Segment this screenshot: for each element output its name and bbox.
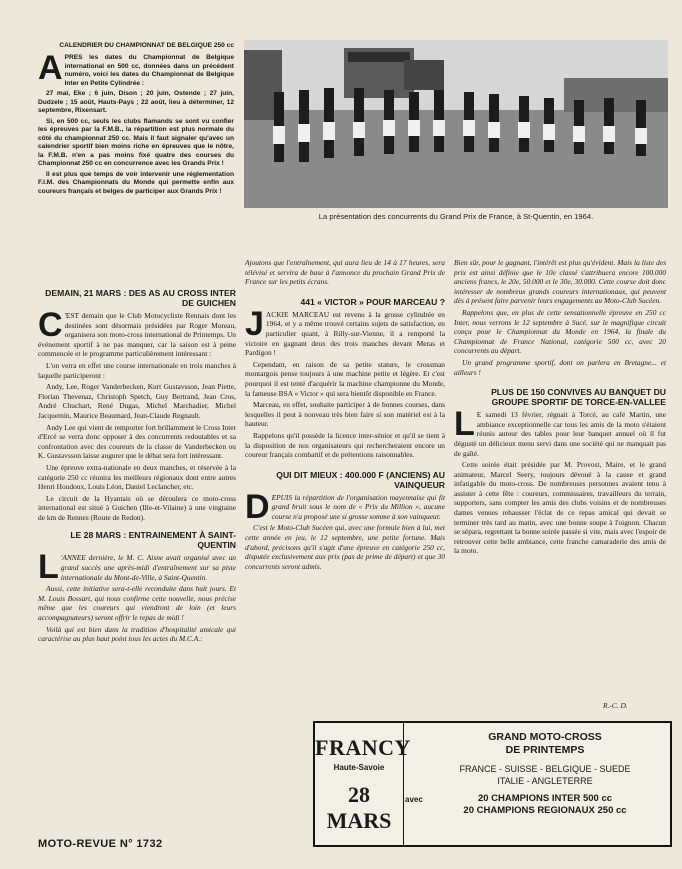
race-photo: [244, 40, 668, 208]
banquet-paragraph: Cette soirée était présidée par M. Provost, Maire, et le grand animateur, Marcel Seery, toujours dévoué à la cause et grand infatigable du moto-cross. De nombreuses personnes avaient tenu à assister à cette fête : coureurs, commissaires, travailleurs du terrain, supporters, sans compter les amis des clubs voisins et de nombreuses dames venues rehausser l'éclat de ce repas amical qui devait se terminer très tard au matin, avec une bonne soupe à l'oignon. Chacun se sépara, regrettant la bonne soirée passée si vite, mais avec l'espoir de retrouver cette belle ambiance, cette franche camaraderie des amis de la moto.: [454, 460, 666, 556]
calendar-dropcap: A: [38, 49, 63, 88]
guichen-heading: DEMAIN, 21 MARS : DES AS AU CROSS INTER DE GUICHEN: [45, 288, 236, 308]
victor-heading: 441 « VICTOR » POUR MARCEAU ?: [300, 296, 445, 307]
calendar-paragraph: 27 mai, Eke ; 6 juin, Dison ; 20 juin, Ostende ; 27 juin, Dudzele ; 15 août, Hauts-Pays ; 22 août, lieu à déterminer, 12 septembre, Rixensart.: [38, 90, 234, 115]
banquet-dropcap: L: [454, 405, 475, 444]
parade-photo-image: [244, 40, 668, 208]
prize-paragraph: C'est le Moto-Club Sucéen qui, avec une formule bien à lui, met cette année en jeu, le 12 septembre, une petite fortune. Mais d'abord, précisons qu'il s'agit d'une épreuve en catégorie 250 cc, disputée exclusivement aux prix (pas de prime de départ) et que 30 concurrents seront admis.: [245, 523, 445, 571]
ad-champions-regionaux: 20 CHAMPIONS REGIONAUX 250 cc: [463, 805, 627, 816]
prize-heading: QUI DIT MIEUX : 400.000 F (ANCIENS) AU VAINQUEUR: [276, 469, 445, 490]
ad-avec: avec: [405, 795, 423, 804]
guichen-paragraph: 'EST demain que le Club Motocycliste Rennais dont les destinées sont désormais présidées par Roger Moreau, organisera son moto-cross international de Printemps. Un événement sportif à ne pas manquer, car la saison est à peine commencée et le programme particulièrement intéressant :: [38, 311, 236, 359]
ad-date: 28 MARS: [326, 782, 392, 833]
prize-continued: Rappelons que, en plus de cette sensationnelle épreuve en 250 cc Inter, nous verrons le 12 septembre à Sucé, sur le magnifique circuit conçu pour le Championnat du Monde en 1964, la finale du Championnat de France National, catégorie 500 cc, avec 20 concurrents au départ.: [454, 307, 666, 356]
banquet-heading: PLUS DE 150 CONVIVES AU BANQUET DU GROUPE SPORTIF DE TORCE-EN-VALLEE: [491, 387, 666, 408]
prize-dropcap: D: [245, 487, 270, 526]
banquet-paragraph: E samedi 13 février, régnait à Torcé, au café Martin, une ambiance exceptionnelle car tous les amis de la moto s'étaient réunis autour des tables pour leur banquet annuel où il fut dégusté un délicieux menu servi dans une société qui ne manquait pas de gaîté.: [454, 410, 666, 458]
saint-quentin-paragraph: 'ANNEE dernière, le M. C. Aisne avait organisé avec un grand succès une après-midi d'entraînement sur sa piste internationale du Mont-de-Ville, à Saint-Quentin.: [60, 553, 236, 582]
calendar-heading: CALENDRIER DU CHAMPIONNAT DE BELGIQUE 250 cc: [59, 42, 234, 49]
ad-region: Haute-Savoie: [333, 763, 385, 772]
calendar-paragraph: Si, en 500 cc, seuls les clubs flamands se sont vu confier les épreuves par la F.M.B., la répartition est plus normale du côté du championnat 250 cc. Mais il faut signaler qu'avec un calendrier sportif bien moins riche en épreuves que le nôtre, la F.M.B. n'en a pas moins fixé quatre des courses du Championnat 250 cc en concurrence avec les Grands Prix !: [38, 117, 234, 168]
guichen-paragraph: L'on verra en effet une course internationale en trois manches à laquelle participeront :: [38, 360, 236, 380]
column-right: [454, 258, 666, 558]
guichen-paragraph: Andy, Lee, Roger Vanderbecken, Kurt Gustavsson, Jean Piette, Florian Thevenaz, Christoph Spetch, Guy Bertrand, Jean Cros, André Chuchart, René Dugas, Michel Marchadier, Michel Jacquemin, Maurice Beaumard, Jean-Claude Regnault.: [38, 382, 236, 420]
ad-countries-line1: FRANCE - SUISSE - BELGIQUE - SUEDE: [459, 764, 631, 774]
column-middle: [245, 258, 445, 573]
ad-countries-line2: ITALIE - ANGLETERRE: [497, 776, 593, 786]
ad-right-block: [425, 731, 665, 817]
saint-quentin-paragraph: Aussi, cette initiative sera-t-elle reconduite dans huit jours. Et M. Louis Bossart, qui nous confirme cette nouvelle, nous précise même que les coureurs qui viendront de loin (et leurs accompagnateurs) seront offrir le repas de midi !: [38, 584, 236, 623]
photo-caption: La présentation des concurrents du Grand Prix de France, à St-Quentin, en 1964.: [318, 212, 594, 221]
victor-dropcap: J: [245, 304, 264, 343]
section-guichen: [38, 282, 236, 646]
saint-quentin-heading: LE 28 MARS : ENTRAINEMENT À SAINT-QUENTIN: [70, 530, 236, 551]
ad-place: FRANCY: [315, 735, 411, 760]
ad-left-block: [315, 723, 411, 845]
victor-paragraph: Rappelons qu'il possède la licence inter-sénior et qu'il se tient à la disposition de nos organisateurs qui rechercheraient encore un coureur français combattif et de prétentions raisonnables.: [245, 430, 445, 460]
saint-quentin-dropcap: L: [38, 548, 59, 587]
victor-paragraph: Cependant, en raison de sa petite stature, le crossman montargois pense toujours à une machine petite et légère. Et c'est pourquoi il est tenté d'acquérir la machine championne du Monde, la fameuse BSA « Victor » qui sera bientôt disponible en France.: [245, 359, 445, 398]
guichen-dropcap: C: [38, 306, 63, 344]
entrainement-continued: Ajoutons que l'entraînement, qui aura lieu de 14 à 17 heures, sera télévisé et servira de base à l'annonce du prochain Grand Prix de France sur les petits écrans.: [245, 258, 445, 287]
prize-continued: Bien sûr, pour le gagnant, l'intérêt est plus qu'évident. Mais la liste des prix est ainsi définie que le 10e classé s'attribuera encore 100.000 anciens francs, le 20e, 50.000 et le 30e, 30.000. Cette course doit donc intéresser de nombreux grands coureurs internationaux, qui peuvent dès à présent faire parvenir leurs engagements au Moto-Club Sucéen.: [454, 258, 666, 306]
saint-quentin-paragraph: Voilà qui est bien dans la tradition d'hospitalité amicale qui caractérise au plus haut point tous les actes du M.C.A.:: [38, 624, 236, 644]
calendar-paragraph: PRES les dates du Championnat de Belgique international en 500 cc, données dans un précédent numéro, voici les dates du Championnat de Belgique Inter en Petite Cylindrée :: [64, 54, 234, 87]
section-calendar-belgique: [38, 42, 234, 198]
ad-title-line2: DE PRINTEMPS: [505, 744, 585, 756]
prize-paragraph: EPUIS la répartition de l'organisation mayennaise qui fit grand bruit sous le nom de « Prix du Million », aucune course n'a proposé une si grosse somme à son vainqueur.: [271, 492, 445, 521]
advertisement-box: [313, 721, 672, 847]
victor-paragraph: ACKIE MARCEAU est revenu à la grosse cylindrée en 1964, et y a même trouvé certains sujets de satisfaction, en particulier quant, à Rilly-sur-Vienne, il a remporté la victoire en gagnant deux des trois manches devant Meras et Pardigon !: [245, 309, 445, 358]
victor-paragraph: Marceau, en effet, souhaite participer à de bonnes courses, dans lesquelles il peut à nouveau très bien faire si son matériel est à la hauteur.: [245, 400, 445, 429]
ad-champions-inter: 20 CHAMPIONS INTER 500 cc: [477, 793, 613, 804]
calendar-paragraph: Il est plus que temps de voir intervenir une réglementation F.I.M. des Championnats du Monde qui permette enfin aux coureurs français et belges de participer aux Grands Prix !: [38, 170, 234, 195]
page-footer: MOTO-REVUE N° 1732: [38, 838, 163, 850]
banquet-signature: R.-C. D.: [603, 701, 628, 710]
ad-title-line1: GRAND MOTO-CROSS: [488, 731, 602, 743]
guichen-paragraph: Une épreuve extra-nationale en deux manches, et réservée à la catégorie 250 cc réunira les meilleurs régionaux dont entre autres Henri Houdoux, Louis Léon, Daniel Leclancher, etc.: [38, 462, 236, 492]
prize-continued: Un grand programme sportif, dont on parlera en Bretagne... et ailleurs !: [454, 357, 666, 377]
guichen-paragraph: Andy Lee qui vient de remporter fort brillamment le Cross Inter d'Ercé se verra donc opposer à des concurrents redoutables et sa confrontation avec des coureurs de la classe de Vanderbecken ou K. Gustavsson laisse augurer que le débat sera fort intéressant.: [38, 422, 236, 461]
guichen-paragraph: Le circuit de la Hyantais où se déroulera ce moto-cross international est situé à Guichen (Ille-et-Vilaine) à une vingtaine de km de Rennes (Route de Redon).: [38, 493, 236, 522]
